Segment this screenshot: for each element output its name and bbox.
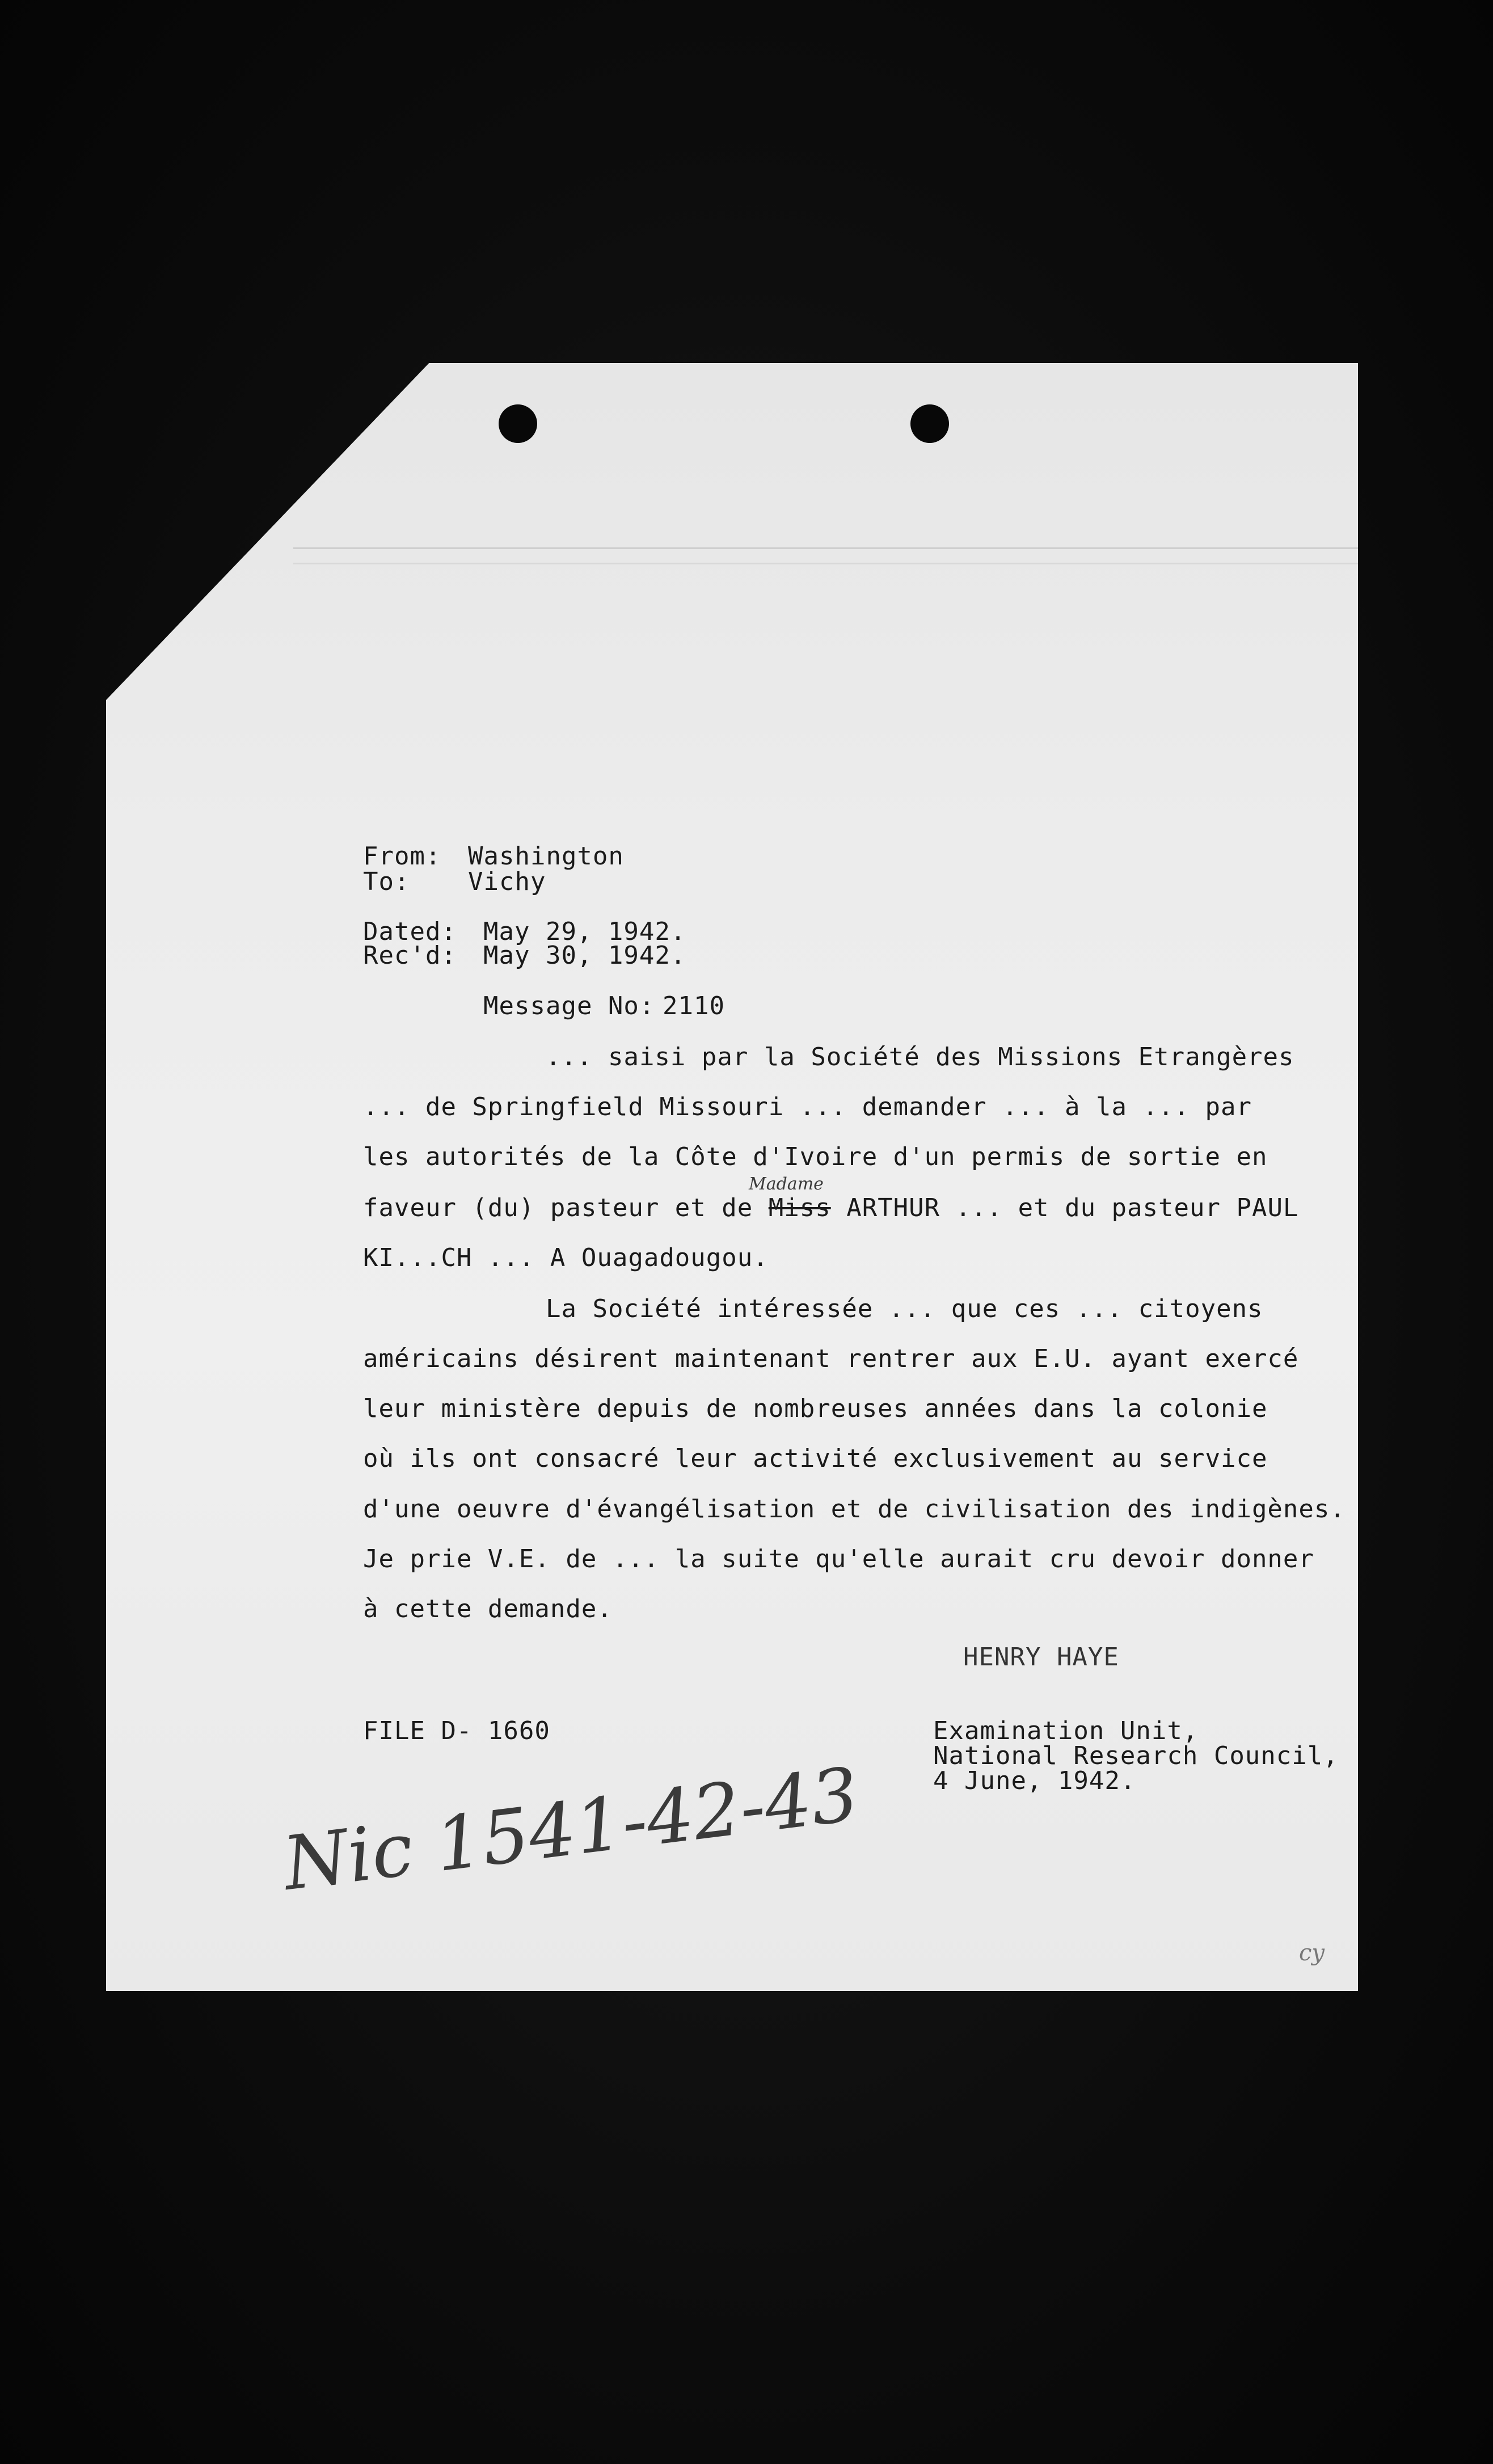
message-value: 2110 <box>663 991 725 1020</box>
signature: HENRY HAYE <box>963 1643 1119 1672</box>
body-line: les autorités de la Côte d'Ivoire d'un permis de sortie en <box>363 1142 1268 1171</box>
to-label: To: <box>363 867 410 896</box>
footer-line: Examination Unit, <box>933 1716 1199 1745</box>
to-value: Vichy <box>468 867 546 896</box>
handwritten-correction: Madame <box>749 1174 824 1194</box>
from-label: From: <box>363 842 441 871</box>
ruled-line <box>293 563 1358 564</box>
file-reference: FILE D- 1660 <box>363 1716 550 1745</box>
body-line-rest: ARTHUR ... et du pasteur PAUL <box>830 1193 1299 1222</box>
recd-value: May 30, 1942. <box>483 941 686 970</box>
ruled-line <box>293 547 1358 549</box>
struck-word: Miss <box>768 1193 831 1222</box>
dated-value: May 29, 1942. <box>483 917 686 946</box>
body-line <box>363 1193 1298 1223</box>
body-line-start: faveur (du) pasteur et de <box>363 1193 769 1222</box>
footer-line: National Research Council, <box>933 1741 1339 1770</box>
body-line: d'une oeuvre d'évangélisation et de civilisation des indigènes. <box>363 1495 1346 1524</box>
handwritten-reference: Nic 1541-42-43 <box>279 1750 863 1907</box>
recd-label: Rec'd: <box>363 941 457 970</box>
body-line: ... de Springfield Missouri ... demander ... à la ... par <box>363 1092 1252 1121</box>
body-line: leur ministère depuis de nombreuses années dans la colonie <box>363 1394 1268 1423</box>
footer-line: 4 June, 1942. <box>933 1766 1136 1795</box>
dated-label: Dated: <box>363 917 457 946</box>
body-line: Je prie V.E. de ... la suite qu'elle aurait cru devoir donner <box>363 1545 1314 1573</box>
body-line: à cette demande. <box>363 1594 613 1623</box>
body-line: où ils ont consacré leur activité exclusivement au service <box>363 1444 1268 1473</box>
body-line: ... saisi par la Société des Missions Etrangères <box>546 1043 1294 1071</box>
body-line: KI...CH ... A Ouagadougou. <box>363 1243 769 1272</box>
body-line: La Société intéressée ... que ces ... citoyens <box>546 1294 1263 1323</box>
body-line: américains désirent maintenant rentrer aux E.U. ayant exercé <box>363 1344 1299 1373</box>
punch-hole-right <box>910 404 949 443</box>
corner-mark: cy <box>1299 1940 1325 1966</box>
punch-hole-left <box>499 404 537 443</box>
message-label: Message No: <box>483 991 655 1020</box>
from-value: Washington <box>468 842 624 871</box>
